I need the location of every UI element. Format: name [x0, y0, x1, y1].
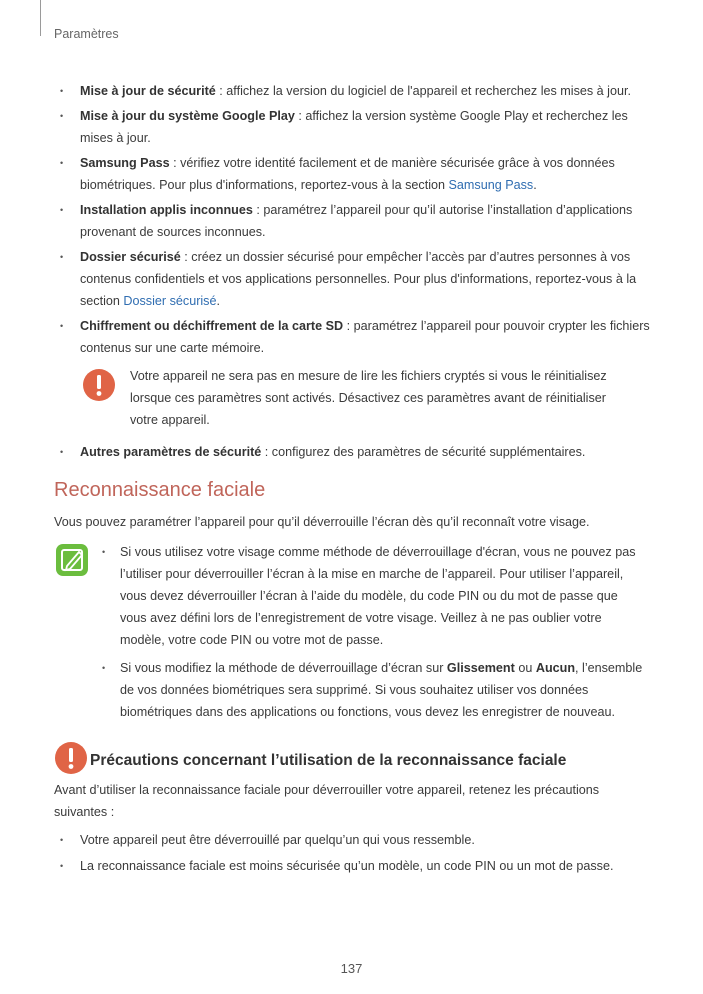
list-item: • Si vous modifiez la méthode de déverrouillage d’écran sur Glissement ou Aucun, l’ensemble de vos données biométriques sera supprimé. Si vous souhaitez utiliser vos données biométriques dans des applications ou fonctions, vous devez les enregistrer de nouveau.: [100, 657, 645, 723]
secure-folder-link[interactable]: Dossier sécurisé: [123, 294, 217, 308]
list-item: • Mise à jour de sécurité : affichez la version du logiciel de l'appareil et recherchez les mises à jour.: [0, 80, 650, 102]
subsection-title: Précautions concernant l’utilisation de la reconnaissance faciale: [90, 752, 567, 769]
caution-icon: [54, 741, 88, 782]
caution-text: Votre appareil ne sera pas en mesure de lire les fichiers cryptés si vous le réinitialisez lorsque ces paramètres sont activés. Désactivez ces paramètres avant de réinitialiser votre appareil.: [130, 369, 607, 427]
list-item: • Samsung Pass : vérifiez votre identité facilement et de manière sécurisée grâce à vos données biométriques. Pour plus d'informations, reportez-vous à la section Samsung Pass.: [0, 152, 650, 196]
list-item: • Chiffrement ou déchiffrement de la carte SD : paramétrez l’appareil pour pouvoir crypter les fichiers contenus sur une carte mémoire.: [0, 315, 650, 359]
precautions-intro: Avant d’utiliser la reconnaissance faciale pour déverrouiller votre appareil, retenez les précautions suivantes :: [54, 783, 600, 819]
caution-box: [0, 365, 630, 431]
list-item: • Si vous utilisez votre visage comme méthode de déverrouillage d'écran, vous ne pouvez pas l’utiliser pour déverrouiller l’écran à la mise en marche de l’appareil. Pour utiliser l’appareil, vous devez déverrouiller l’écran à l’aide du modèle, du code PIN ou du mot de passe que vous avez défini lors de l’enregistrement de votre visage. Veillez à ne pas oublier votre modèle, votre code PIN ou votre mot de passe.: [100, 541, 645, 651]
header-rule: [40, 0, 41, 36]
section-title: Reconnaissance faciale: [54, 479, 266, 501]
page-number: 137: [340, 961, 363, 976]
samsung-pass-link[interactable]: Samsung Pass: [448, 178, 534, 192]
list-item: • Autres paramètres de sécurité : configurez des paramètres de sécurité supplémentaires.: [0, 441, 650, 463]
security-settings-list: [0, 80, 703, 359]
list-item: • Mise à jour du système Google Play : affichez la version système Google Play et recherchez les mises à jour.: [0, 105, 650, 149]
list-item: • Dossier sécurisé : créez un dossier sécurisé pour empêcher l’accès par d’autres personnes à vos contenus confidentiels et vos applications personnelles. Pour plus d'informations, reportez-vous à la section Dossier sécurisé.: [0, 246, 650, 312]
list-item: • Votre appareil peut être déverrouillé par quelqu’un qui vous ressemble.: [0, 829, 650, 851]
caution-icon: [82, 368, 116, 409]
precautions-list: [0, 829, 703, 877]
precautions-heading: [54, 741, 703, 773]
section-intro: Vous pouvez paramétrer l’appareil pour qu’il déverrouille l’écran dès qu’il reconnaît votre visage.: [54, 515, 590, 529]
page-header: Paramètres: [54, 27, 119, 41]
note-box: [0, 541, 645, 723]
list-item: • Installation applis inconnues : paramétrez l’appareil pour qu’il autorise l’installation d’applications provenant de sources inconnues.: [0, 199, 650, 243]
list-item: • La reconnaissance faciale est moins sécurisée qu’un modèle, un code PIN ou un mot de passe.: [0, 855, 650, 877]
page-content: [0, 80, 703, 881]
note-list: [100, 541, 645, 723]
other-settings-list: [0, 441, 703, 463]
note-pencil-icon: [55, 543, 89, 584]
